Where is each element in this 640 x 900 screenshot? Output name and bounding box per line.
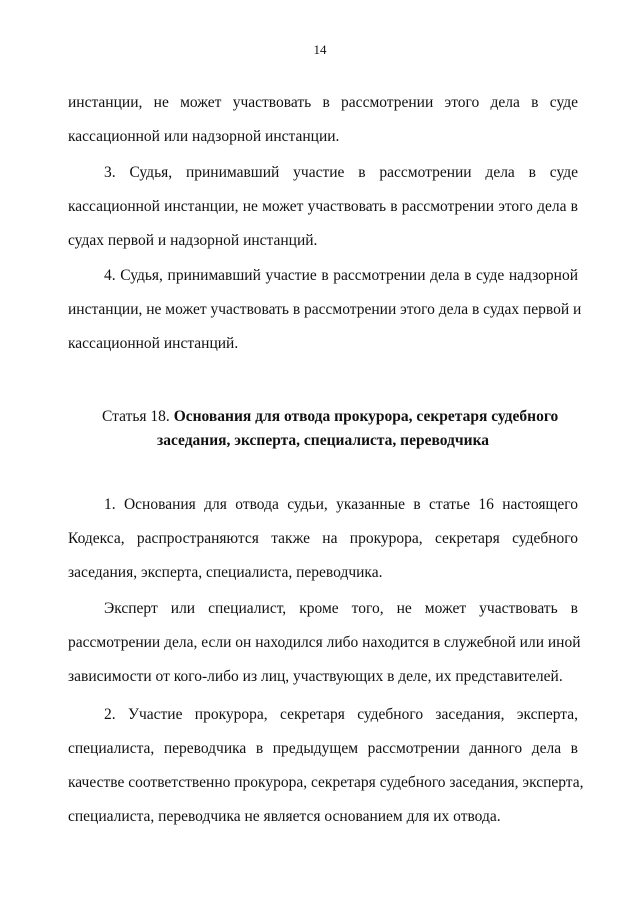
text-line: инстанции, не может участвовать в рассмотрении этого дела в суде	[68, 94, 578, 111]
text-line: кассационной или надзорной инстанции.	[68, 128, 340, 145]
article-prefix: Статья 18.	[102, 408, 170, 425]
text-line: специалиста, переводчика не является основанием для их отвода.	[68, 808, 501, 825]
text-line: заседания, эксперта, специалиста, переводчика.	[68, 564, 383, 581]
article-title-part-1: Основания для отвода прокурора, секретаря судебного	[173, 408, 559, 425]
article-paragraph-2	[68, 698, 584, 834]
text-line: кассационной инстанций.	[68, 335, 239, 352]
text-line: инстанции, не может участвовать в рассмотрении этого дела в судах первой и	[68, 301, 582, 318]
text-line: 2. Участие прокурора, секретаря судебного заседания, эксперта,	[104, 706, 578, 723]
article-title-part-2: заседания, эксперта, специалиста, переводчика	[156, 432, 490, 449]
paragraph-item-4	[68, 259, 582, 361]
text-line: зависимости от кого-либо из лиц, участвующих в деле, их представителей.	[68, 668, 563, 685]
text-line: качестве соответственно прокурора, секретаря судебного заседания, эксперта,	[68, 774, 584, 791]
text-line: рассмотрении дела, если он находился либо находится в служебной или иной	[68, 634, 581, 651]
text-line: 3. Судья, принимавший участие в рассмотрении дела в суде	[104, 164, 578, 181]
text-line: судах первой и надзорной инстанций.	[68, 232, 318, 249]
text-line: Эксперт или специалист, кроме того, не может участвовать в	[104, 600, 578, 617]
text-line: специалиста, переводчика в предыдущем рассмотрении данного дела в	[68, 740, 578, 757]
text-line: кассационной инстанции, не может участвовать в рассмотрении этого дела в	[68, 198, 578, 215]
paragraph-continuation	[68, 86, 578, 154]
paragraph-item-3	[68, 156, 578, 258]
article-heading-line-1	[68, 405, 578, 429]
article-paragraph-expert	[68, 592, 581, 694]
page-number: 14	[313, 42, 327, 57]
text-line: Кодекса, распространяются также на прокурора, секретаря судебного	[68, 530, 578, 547]
article-paragraph-1	[68, 488, 578, 590]
text-line: 4. Судья, принимавший участие в рассмотрении дела в суде надзорной	[104, 267, 578, 284]
article-heading	[68, 405, 578, 453]
text-line: 1. Основания для отвода судьи, указанные в статье 16 настоящего	[104, 496, 578, 513]
